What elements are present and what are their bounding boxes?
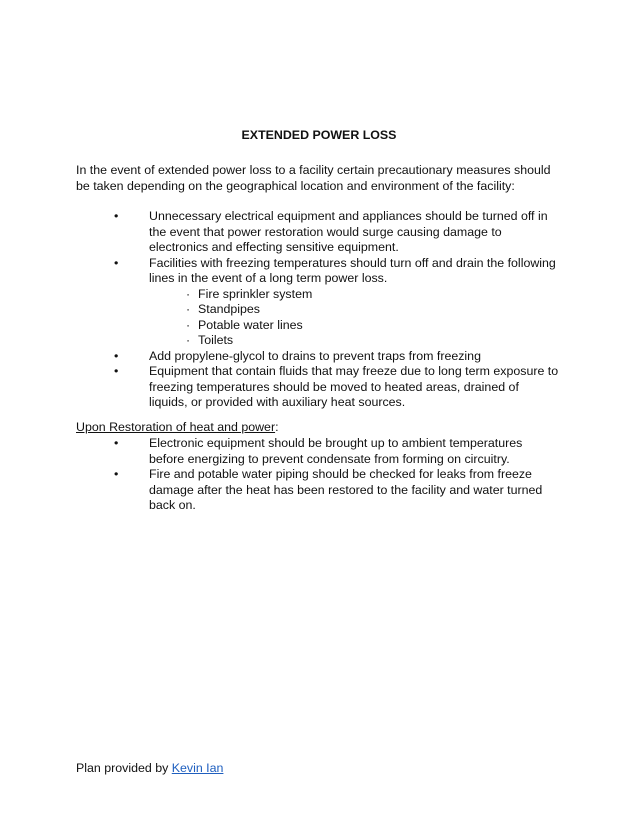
footer-credit: [76, 761, 223, 777]
precaution-list: [76, 209, 576, 411]
list-item-line: lines in the event of a long term power loss.: [149, 271, 388, 285]
bullet-icon: •: [114, 364, 119, 378]
list-item-line: Unnecessary electrical equipment and appliances should be turned off in: [149, 209, 548, 223]
restoration-heading: [76, 420, 279, 436]
intro-line: In the event of extended power loss to a facility certain precautionary measures should: [76, 163, 551, 177]
sub-list-item: [76, 333, 576, 349]
sub-bullet-icon: ·: [186, 286, 191, 301]
list-item-line: damage after the heat has been restored to the facility and water turned: [149, 482, 543, 497]
list-item: [76, 349, 576, 365]
list-item-line: Equipment that contain fluids that may freeze due to long term exposure to: [149, 364, 559, 378]
sub-bullet-icon: ·: [186, 317, 191, 332]
bullet-icon: •: [114, 436, 119, 450]
list-item-line: Electronic equipment should be brought up to ambient temperatures: [149, 436, 523, 450]
restoration-heading-colon: :: [275, 420, 279, 434]
bullet-icon: •: [114, 348, 119, 363]
list-item-line: Facilities with freezing temperatures should turn off and drain the following: [149, 255, 556, 270]
author-link[interactable]: Kevin Ian: [171, 761, 224, 775]
sub-list-item-text: Standpipes: [198, 302, 261, 316]
list-item-line: freezing temperatures should be moved to heated areas, drained of: [149, 379, 519, 394]
sub-list-item-text: Fire sprinkler system: [198, 286, 313, 301]
restoration-heading-text: Upon Restoration of heat and power: [76, 420, 276, 434]
sub-list-item-text: Potable water lines: [198, 317, 303, 332]
document-title: EXTENDED POWER LOSS: [241, 128, 397, 142]
sub-list-item: [76, 287, 576, 303]
list-item-line: the event that power restoration would surge causing damage to: [149, 224, 502, 239]
list-item-line: liquids, or provided with auxiliary heat sources.: [149, 395, 406, 409]
list-item-line: before energizing to prevent condensate from forming on circuitry.: [149, 451, 510, 466]
sub-list-item: [76, 302, 576, 318]
intro-paragraph: [76, 163, 576, 194]
list-item-line: back on.: [149, 498, 196, 512]
intro-line: be taken depending on the geographical location and environment of the facility:: [76, 178, 515, 193]
list-item-line: Add propylene-glycol to drains to prevent traps from freezing: [149, 348, 481, 363]
sub-list-item-text: Toilets: [198, 333, 234, 347]
sub-bullet-icon: ·: [186, 302, 191, 316]
bullet-icon: •: [114, 255, 119, 270]
list-item: [76, 209, 576, 256]
footer-text: Plan provided by: [76, 761, 172, 775]
list-item: [76, 364, 576, 411]
sub-list-item: [76, 318, 576, 334]
bullet-icon: •: [114, 209, 119, 223]
list-item: [76, 436, 576, 467]
list-item-line: Fire and potable water piping should be checked for leaks from freeze: [149, 467, 532, 481]
bullet-icon: •: [114, 467, 119, 481]
sub-bullet-icon: ·: [186, 333, 191, 347]
list-item-line: electronics and effecting sensitive equipment.: [149, 240, 399, 254]
restoration-list: [76, 436, 576, 514]
list-item: [76, 467, 576, 514]
list-item: [76, 256, 576, 287]
